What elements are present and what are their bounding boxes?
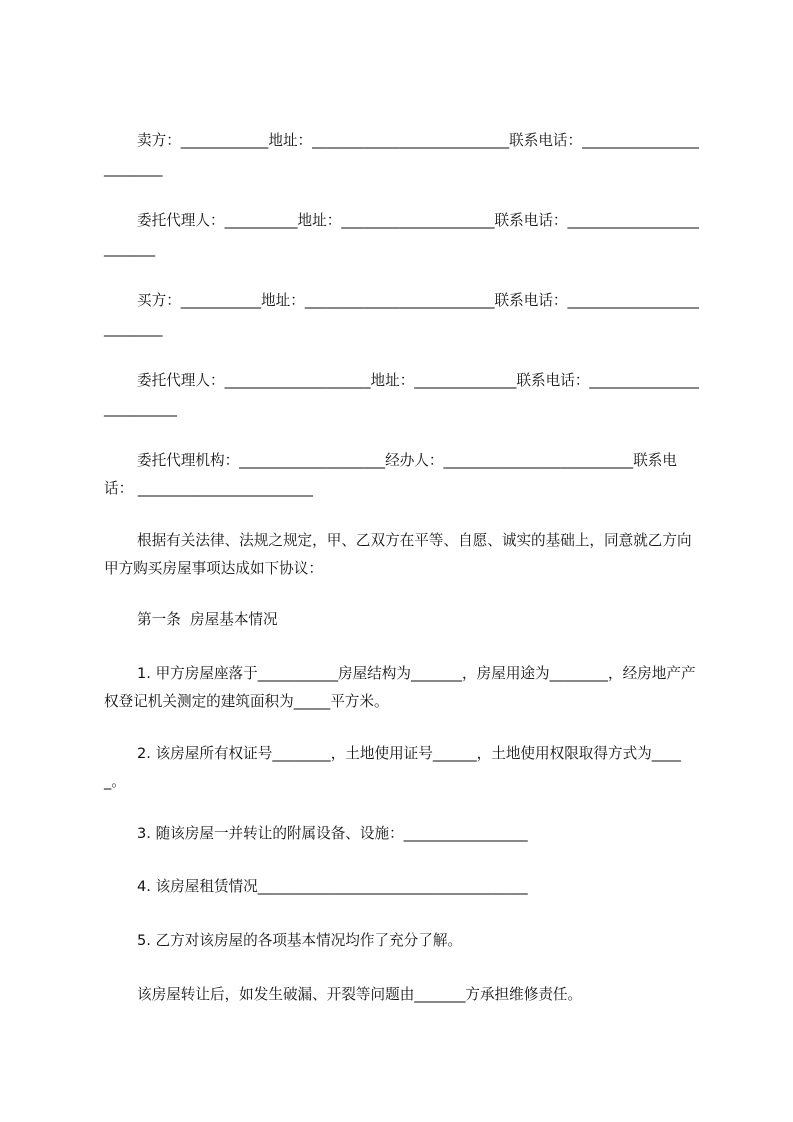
item-2-paragraph: 2. 该房屋所有权证号________，土地使用证号______，土地使用权限取得方式为_____。 (104, 745, 681, 790)
item-1-paragraph: 1. 甲方房屋座落于___________房屋结构为_______，房屋用途为________，经房地产产权登记机关测定的建筑面积为_____平方米。 (104, 665, 696, 710)
item-4-paragraph: 4. 该房屋租赁情况_____________________________________ (137, 878, 528, 895)
buyer-agent-line: 委托代理人：____________________地址：______________联系电话：_________________________ (104, 372, 699, 417)
seller-line: 卖方：____________地址：___________________________联系电话：________________________ (104, 132, 699, 177)
preamble-paragraph: 根据有关法律、法规之规定，甲、乙双方在平等、自愿、诚实的基础上，同意就乙方向甲方购买房屋事项达成如下协议： (104, 532, 692, 577)
item-3-paragraph: 3. 随该房屋一并转让的附属设备、设施：_________________ (137, 825, 528, 842)
agency-line: 委托代理机构：____________________经办人：__________________________联系电话： ________________________ (104, 452, 677, 497)
repair-paragraph: 该房屋转让后，如发生破漏、开裂等问题由_______方承担维修责任。 (137, 986, 583, 1003)
seller-agent-line: 委托代理人：__________地址：_____________________联系电话：_________________________ (104, 212, 699, 257)
buyer-line: 买方：___________地址：__________________________联系电话：__________________________ (104, 292, 699, 337)
article-1-heading: 第一条 房屋基本情况 (137, 611, 278, 628)
item-5-paragraph: 5. 乙方对该房屋的各项基本情况均作了充分了解。 (137, 932, 463, 949)
